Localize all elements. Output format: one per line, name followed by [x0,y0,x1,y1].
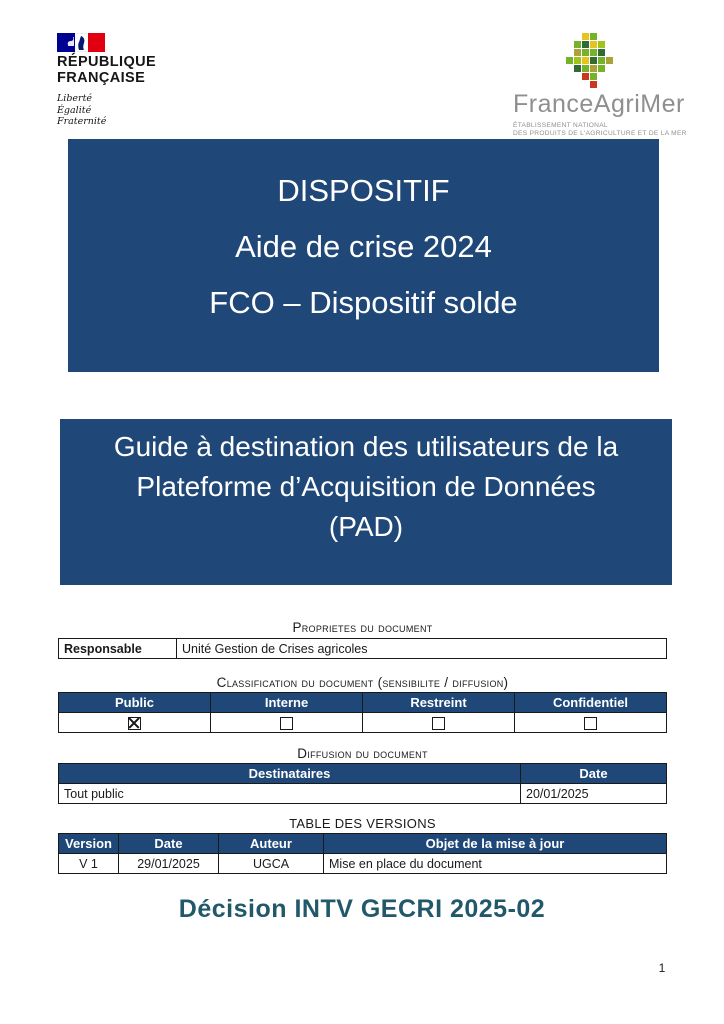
title-banner-line3: FCO – Dispositif solde [209,285,518,320]
republique-title-line1: RÉPUBLIQUE [57,54,157,70]
republique-francaise-logo [57,33,156,128]
page-number: 1 [658,961,666,975]
properties-label: Responsable [59,639,177,659]
classification-heading: Classification du document (sensibilite / diffusion) [216,675,509,690]
franceagrimer-name: FranceAgriMer [513,90,685,118]
classification-col-public: Public [59,693,211,713]
checkbox-interne [280,717,293,730]
diffusion-table [58,763,667,804]
versions-col-objet: Objet de la mise à jour [324,834,667,854]
flag-blue-stripe [57,33,75,52]
checkbox-public [128,717,141,730]
franceagrimer-subtitle [513,122,691,138]
classification-col-interne: Interne [211,693,363,713]
checkbox-restreint [432,717,445,730]
versions-table [58,833,667,874]
flag-red-stripe [88,33,105,52]
title-banner [68,139,659,372]
diffusion-destinataires-value: Tout public [59,784,521,804]
classification-col-restreint: Restreint [363,693,515,713]
versions-col-date: Date [119,834,219,854]
republique-motto [57,93,156,128]
properties-value: Unité Gestion de Crises agricoles [177,639,667,659]
franceagrimer-subtitle-line1: ÉTABLISSEMENT NATIONAL [513,122,608,129]
franceagrimer-subtitle-line2: DES PRODUITS DE L'AGRICULTURE ET DE LA MER [513,130,687,137]
table-row [59,639,667,659]
checkbox-confidentiel [584,717,597,730]
subtitle-banner-line3: (PAD) [328,511,404,542]
diffusion-date-value: 20/01/2025 [521,784,667,804]
french-flag-icon [57,33,105,52]
properties-heading: Proprietes du document [292,620,433,635]
diffusion-col-date: Date [521,764,667,784]
motto-liberte: Liberté [57,93,93,104]
franceagrimer-mosaic-icon [566,33,691,88]
title-banner-line1: DISPOSITIF [277,173,450,208]
subtitle-banner-line1: Guide à destination des utilisateurs de la [113,431,619,462]
table-row [59,854,667,874]
versions-col-version: Version [59,834,119,854]
versions-auteur-value: UGCA [219,854,324,874]
diffusion-heading: Diffusion du document [297,746,428,761]
motto-fraternite: Fraternité [57,116,107,127]
table-row [59,764,667,784]
versions-objet-value: Mise en place du document [324,854,667,874]
title-banner-line2: Aide de crise 2024 [235,229,492,264]
classification-table [58,692,667,733]
table-row [59,784,667,804]
table-row [59,713,667,733]
franceagrimer-logo [513,33,691,148]
classification-col-confidentiel: Confidentiel [515,693,667,713]
versions-version-value: V 1 [59,854,119,874]
republique-title-line2: FRANÇAISE [57,69,146,86]
versions-heading: TABLE DES VERSIONS [289,816,436,831]
properties-table [58,638,667,659]
diffusion-col-destinataires: Destinataires [59,764,521,784]
flag-white-stripe [75,33,88,52]
table-row [59,834,667,854]
subtitle-banner [60,419,672,585]
table-row [59,693,667,713]
republique-title [57,55,156,86]
motto-egalite: Égalité [57,104,92,116]
versions-date-value: 29/01/2025 [119,854,219,874]
decision-title: Décision INTV GECRI 2025-02 [178,895,546,923]
versions-col-auteur: Auteur [219,834,324,854]
subtitle-banner-line2: Plateforme d’Acquisition de Données [136,471,596,502]
